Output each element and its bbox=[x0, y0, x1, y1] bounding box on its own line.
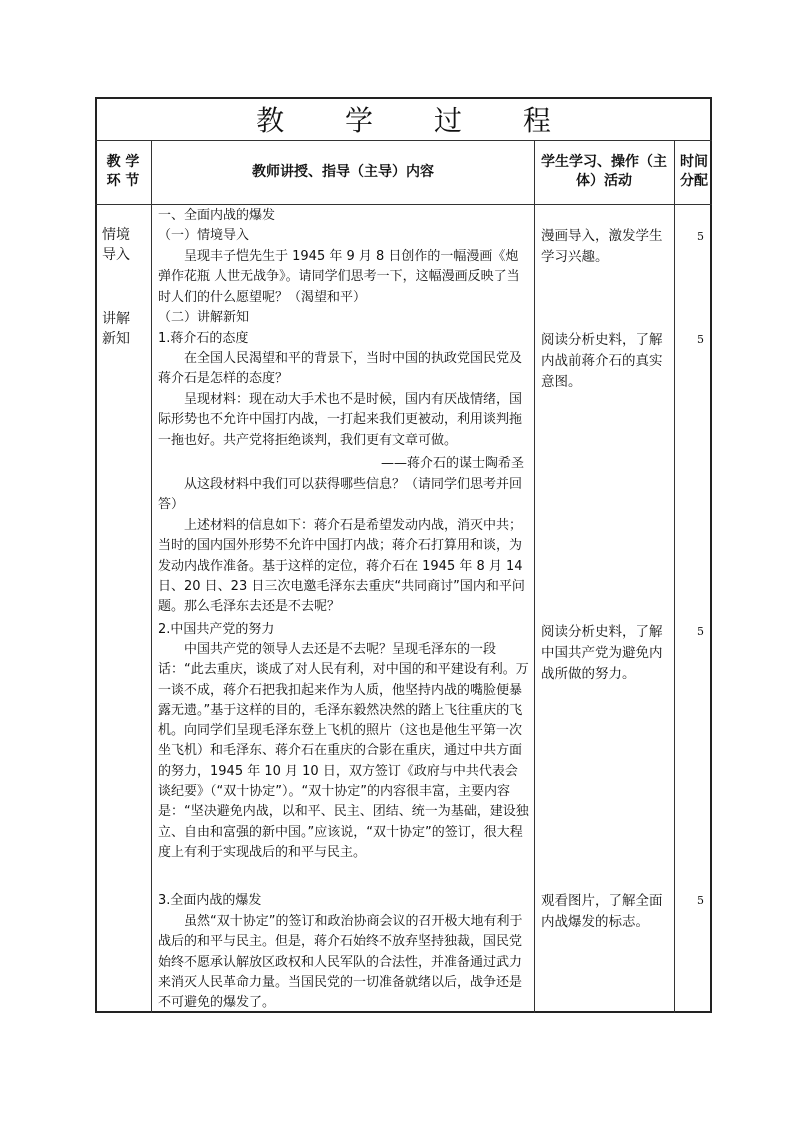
paragraph-material: 呈现材料：现在动大手术也不是时候，国内有厌战情绪，国际形势也不允许中国打内战，一打起来我们更被动，利用谈判拖一拖也好。共产党将拒绝谈判，我们更有文章可做。 bbox=[158, 392, 523, 448]
subheading-ccp: 2.中国共产党的努力 bbox=[158, 622, 275, 637]
paragraph-ccp: 中国共产党的领导人去还是不去呢？呈现毛泽东的一段话：“此去重庆，谈成了对人民有利，对中国的和平建设有利。万一谈不成，蒋介石把我扣起来作为人质，他坚持内战的嘴脸便暴露无遗。”基于这样的目的，毛泽东毅然决然的踏上飞往重庆的飞机。向同学们呈现毛泽东登上飞机的照片（这也是他生平第一次坐飞机）和毛泽东、蒋介石在重庆的合影在重庆，通过中共方面的努力，1945 年 10 月 10 日，双方签订《政府与中共代表会谈纪要》（“双十协定”）。“双十协定”的内容很丰富，主要内容是：“坚决避免内战，以和平、民主、团结、统一为基础，建设独立、自由和富强的新中国。”应该说，“双十协定”的签订，很大程度上有利于实现战后的和平与民主。 bbox=[158, 642, 529, 860]
subheading-chiang: 1.蒋介石的态度 bbox=[158, 331, 249, 346]
time-1: 5 bbox=[697, 230, 704, 243]
activity-2: 阅读分析史料，了解内战前蒋介石的真实意图。 bbox=[541, 332, 663, 390]
material-source: ——蒋介石的谋士陶希圣 bbox=[380, 456, 524, 471]
time-3: 5 bbox=[697, 625, 704, 638]
subheading-situation: （一）情境导入 bbox=[158, 228, 250, 243]
column-divider-1 bbox=[151, 140, 152, 1013]
header-student: 学生学习、操作（主体）活动 bbox=[541, 154, 667, 189]
activity-4: 观看图片，了解全面内战爆发的标志。 bbox=[541, 893, 663, 930]
subheading-new-knowledge: （二）讲解新知 bbox=[158, 310, 250, 325]
table-title: 教 学 过 程 bbox=[256, 103, 577, 137]
stage-new-knowledge: 讲解新知 bbox=[102, 311, 130, 347]
paragraph-info-answer: 上述材料的信息如下：蒋介石是希望发动内战，消灭中共；当时的国内国外形势不允许中国打内战；蒋介石打算用和谈，为发动内战作准备。基于这样的定位，蒋介石在 1945 年 8 月 14 日、20 日、23 日三次电邀毛泽东去重庆“共同商讨”国内和平问题。那么毛泽东去还是不去呢？ bbox=[158, 518, 525, 615]
paragraph-cartoon: 呈现丰子恺先生于 1945 年 9 月 8 日创作的一幅漫画《炮弹作花瓶 人世无战争》。请同学们思考一下，这幅漫画反映了当时人们的什么愿望呢？（渴望和平） bbox=[158, 249, 520, 305]
paragraph-info-question: 从这段材料中我们可以获得哪些信息？（请同学们思考并回答） bbox=[158, 477, 523, 513]
stage-situation: 情境导入 bbox=[102, 227, 130, 263]
time-2: 5 bbox=[697, 333, 704, 346]
header-teacher: 教师讲授、指导（主导）内容 bbox=[252, 163, 434, 180]
section-heading: 一、全面内战的爆发 bbox=[158, 208, 276, 223]
paragraph-war: 虽然“双十协定”的签订和政治协商会议的召开极大地有利于战后的和平与民主。但是，蒋介石始终不放弃坚持独裁，国民党始终不愿承认解放区政权和人民军队的合法性，并准备通过武力来消灭人民革命力量。当国民党的一切准备就绪以后，战争还是不可避免的爆发了。 bbox=[158, 914, 523, 1011]
activity-3: 阅读分析史料，了解中国共产党为避免内战所做的努力。 bbox=[541, 624, 663, 682]
title-divider bbox=[95, 140, 712, 141]
subheading-war: 3.全面内战的爆发 bbox=[158, 893, 262, 908]
header-divider bbox=[95, 204, 712, 205]
paragraph-question: 在全国人民渴望和平的背景下，当时中国的执政党国民党及蒋介石是怎样的态度？ bbox=[158, 351, 523, 387]
time-4: 5 bbox=[697, 894, 704, 907]
column-divider-3 bbox=[674, 140, 675, 1013]
activity-1: 漫画导入，激发学生学习兴趣。 bbox=[541, 228, 663, 265]
column-divider-2 bbox=[534, 140, 535, 1013]
header-time: 时间分配 bbox=[680, 154, 708, 189]
header-stage: 教 学 环 节 bbox=[106, 154, 140, 189]
